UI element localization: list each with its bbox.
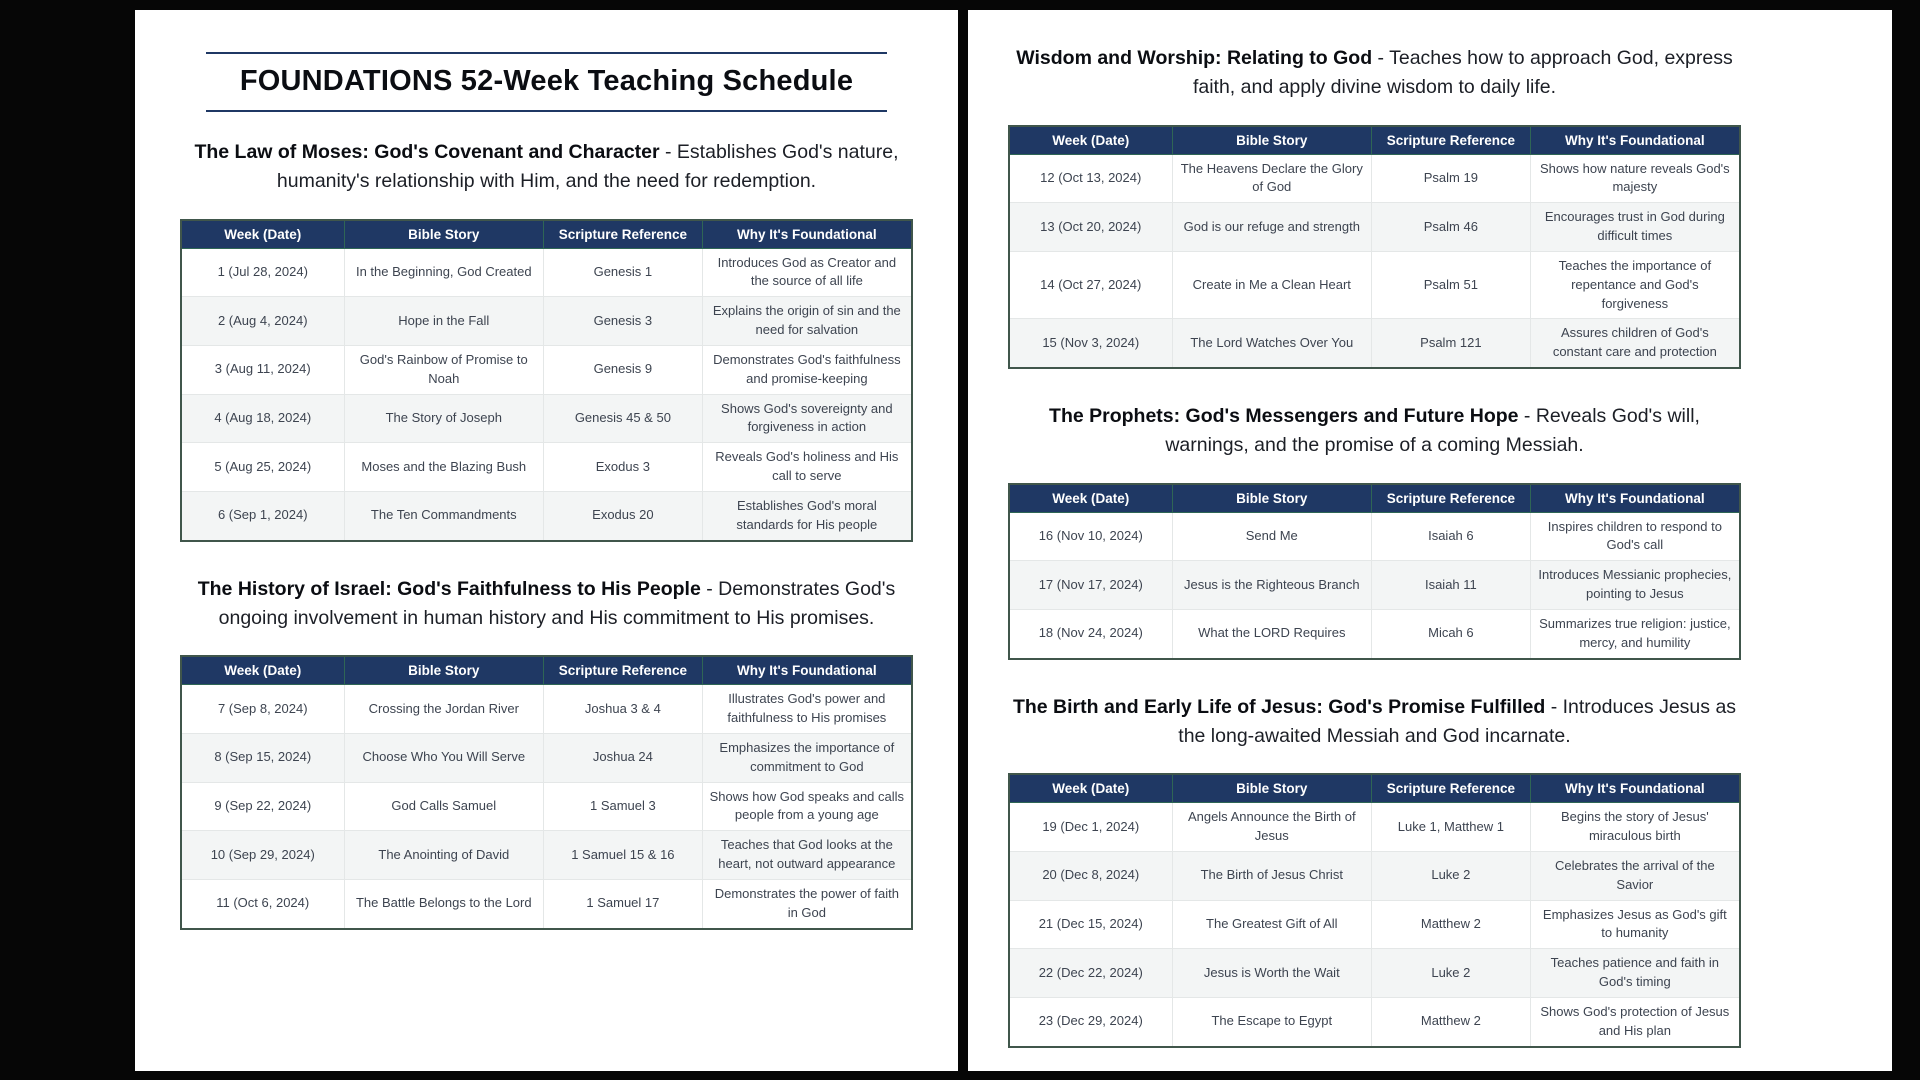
cell-why: Reveals God's holiness and His call to serve	[702, 443, 912, 492]
cell-ref: Psalm 51	[1372, 251, 1531, 319]
cell-why: Celebrates the arrival of the Savior	[1530, 851, 1740, 900]
cell-ref: Micah 6	[1372, 609, 1531, 658]
cell-story: Hope in the Fall	[344, 297, 544, 346]
table-row	[181, 297, 912, 346]
column-header-story: Bible Story	[1172, 484, 1372, 513]
column-header-why: Why It's Foundational	[702, 656, 912, 685]
page-2-sections	[1008, 44, 1741, 1048]
cell-why: Illustrates God's power and faithfulness to His promises	[702, 685, 912, 734]
column-header-story: Bible Story	[344, 220, 544, 249]
column-header-week: Week (Date)	[1009, 126, 1172, 155]
page-2-content	[968, 10, 1892, 1048]
section-heading	[1010, 402, 1739, 461]
column-header-ref: Scripture Reference	[544, 220, 703, 249]
cell-week: 3 (Aug 11, 2024)	[181, 345, 344, 394]
cell-story: God's Rainbow of Promise to Noah	[344, 345, 544, 394]
table-header-row	[1009, 126, 1740, 155]
cell-story: The Story of Joseph	[344, 394, 544, 443]
table-row	[1009, 512, 1740, 561]
cell-ref: Isaiah 11	[1372, 561, 1531, 610]
cell-story: Crossing the Jordan River	[344, 685, 544, 734]
cell-ref: Luke 1, Matthew 1	[1372, 803, 1531, 852]
cell-story: What the LORD Requires	[1172, 609, 1372, 658]
cell-week: 13 (Oct 20, 2024)	[1009, 203, 1172, 252]
cell-why: Teaches patience and faith in God's timing	[1530, 949, 1740, 998]
table-row	[1009, 900, 1740, 949]
column-header-why: Why It's Foundational	[1530, 126, 1740, 155]
cell-why: Teaches the importance of repentance and God's forgiveness	[1530, 251, 1740, 319]
cell-story: Create in Me a Clean Heart	[1172, 251, 1372, 319]
cell-story: Send Me	[1172, 512, 1372, 561]
table-row	[181, 733, 912, 782]
section-heading-description: - Demonstrates God's ongoing involvement in human history and His commitment to His promises.	[218, 577, 896, 629]
cell-ref: Genesis 1	[544, 248, 703, 297]
cell-why: Emphasizes Jesus as God's gift to humanity	[1530, 900, 1740, 949]
table-row	[181, 831, 912, 880]
cell-week: 20 (Dec 8, 2024)	[1009, 851, 1172, 900]
cell-why: Explains the origin of sin and the need for salvation	[702, 297, 912, 346]
cell-story: Jesus is Worth the Wait	[1172, 949, 1372, 998]
table-row	[181, 685, 912, 734]
cell-story: The Battle Belongs to the Lord	[344, 879, 544, 928]
column-header-ref: Scripture Reference	[544, 656, 703, 685]
cell-why: Assures children of God's constant care and protection	[1530, 319, 1740, 368]
column-header-ref: Scripture Reference	[1372, 126, 1531, 155]
cell-ref: 1 Samuel 3	[544, 782, 703, 831]
table-row	[1009, 154, 1740, 203]
cell-story: The Anointing of David	[344, 831, 544, 880]
page-2	[968, 10, 1892, 1071]
cell-week: 9 (Sep 22, 2024)	[181, 782, 344, 831]
cell-week: 8 (Sep 15, 2024)	[181, 733, 344, 782]
schedule-table	[1008, 483, 1741, 660]
cell-story: God Calls Samuel	[344, 782, 544, 831]
cell-why: Introduces God as Creator and the source of all life	[702, 248, 912, 297]
cell-why: Summarizes true religion: justice, mercy, and humility	[1530, 609, 1740, 658]
table-row	[1009, 851, 1740, 900]
cell-story: The Ten Commandments	[344, 491, 544, 540]
cell-story: Moses and the Blazing Bush	[344, 443, 544, 492]
section-heading-title: The Law of Moses: God's Covenant and Character	[194, 141, 660, 163]
section-heading-description: - Reveals God's will, warnings, and the promise of a coming Messiah.	[1165, 405, 1700, 457]
cell-story: Choose Who You Will Serve	[344, 733, 544, 782]
cell-ref: Genesis 3	[544, 297, 703, 346]
table-header-row	[181, 656, 912, 685]
document-title: FOUNDATIONS 52-Week Teaching Schedule	[206, 52, 887, 112]
cell-ref: Isaiah 6	[1372, 512, 1531, 561]
cell-story: The Greatest Gift of All	[1172, 900, 1372, 949]
table-row	[1009, 561, 1740, 610]
cell-why: Emphasizes the importance of commitment to God	[702, 733, 912, 782]
cell-week: 6 (Sep 1, 2024)	[181, 491, 344, 540]
section-heading-description: - Establishes God's nature, humanity's relationship with Him, and the need for redemption.	[276, 141, 899, 193]
column-header-story: Bible Story	[1172, 774, 1372, 803]
table-row	[181, 879, 912, 928]
section-heading-description: - Introduces Jesus as the long-awaited Messiah and God incarnate.	[1178, 695, 1737, 747]
column-header-ref: Scripture Reference	[1372, 484, 1531, 513]
cell-week: 15 (Nov 3, 2024)	[1009, 319, 1172, 368]
table-row	[181, 782, 912, 831]
cell-ref: Exodus 3	[544, 443, 703, 492]
cell-ref: Psalm 121	[1372, 319, 1531, 368]
cell-ref: Luke 2	[1372, 949, 1531, 998]
cell-story: The Heavens Declare the Glory of God	[1172, 154, 1372, 203]
table-row	[1009, 997, 1740, 1046]
cell-week: 23 (Dec 29, 2024)	[1009, 997, 1172, 1046]
cell-ref: 1 Samuel 17	[544, 879, 703, 928]
cell-week: 22 (Dec 22, 2024)	[1009, 949, 1172, 998]
cell-week: 12 (Oct 13, 2024)	[1009, 154, 1172, 203]
cell-why: Shows how God speaks and calls people from a young age	[702, 782, 912, 831]
schedule-section	[180, 138, 913, 542]
cell-ref: Joshua 3 & 4	[544, 685, 703, 734]
cell-ref: Genesis 9	[544, 345, 703, 394]
table-row	[1009, 319, 1740, 368]
cell-why: Teaches that God looks at the heart, not outward appearance	[702, 831, 912, 880]
cell-ref: Luke 2	[1372, 851, 1531, 900]
cell-why: Shows God's protection of Jesus and His plan	[1530, 997, 1740, 1046]
schedule-table	[180, 655, 913, 929]
table-row	[1009, 949, 1740, 998]
section-heading-title: The History of Israel: God's Faithfulness to His People	[197, 577, 701, 600]
page-1-content	[135, 10, 958, 930]
cell-ref: Exodus 20	[544, 491, 703, 540]
cell-why: Encourages trust in God during difficult times	[1530, 203, 1740, 252]
section-heading	[182, 575, 911, 634]
cell-story: Angels Announce the Birth of Jesus	[1172, 803, 1372, 852]
cell-week: 16 (Nov 10, 2024)	[1009, 512, 1172, 561]
table-row	[1009, 803, 1740, 852]
cell-week: 19 (Dec 1, 2024)	[1009, 803, 1172, 852]
cell-why: Introduces Messianic prophecies, pointing to Jesus	[1530, 561, 1740, 610]
section-heading-description: - Teaches how to approach God, express faith, and apply divine wisdom to daily life.	[1192, 47, 1733, 99]
table-row	[181, 491, 912, 540]
cell-ref: Psalm 19	[1372, 154, 1531, 203]
cell-ref: Matthew 2	[1372, 997, 1531, 1046]
section-heading	[182, 138, 911, 197]
document-title-block	[180, 52, 913, 112]
section-heading	[1010, 693, 1739, 752]
cell-ref: Joshua 24	[544, 733, 703, 782]
cell-why: Shows how nature reveals God's majesty	[1530, 154, 1740, 203]
cell-story: The Escape to Egypt	[1172, 997, 1372, 1046]
section-heading	[1010, 44, 1739, 103]
page-1-sections	[180, 138, 913, 930]
table-row	[181, 345, 912, 394]
table-row	[181, 443, 912, 492]
column-header-week: Week (Date)	[181, 656, 344, 685]
cell-week: 21 (Dec 15, 2024)	[1009, 900, 1172, 949]
table-row	[1009, 203, 1740, 252]
column-header-why: Why It's Foundational	[1530, 774, 1740, 803]
section-heading-title: The Birth and Early Life of Jesus: God's Promise Fulfilled	[1012, 695, 1546, 718]
cell-week: 18 (Nov 24, 2024)	[1009, 609, 1172, 658]
section-heading-title: The Prophets: God's Messengers and Future Hope	[1049, 405, 1519, 428]
schedule-table	[1008, 773, 1741, 1047]
column-header-story: Bible Story	[1172, 126, 1372, 155]
cell-story: God is our refuge and strength	[1172, 203, 1372, 252]
cell-story: The Birth of Jesus Christ	[1172, 851, 1372, 900]
schedule-section	[1008, 402, 1741, 660]
column-header-why: Why It's Foundational	[1530, 484, 1740, 513]
schedule-table	[180, 219, 913, 542]
table-header-row	[1009, 774, 1740, 803]
cell-week: 14 (Oct 27, 2024)	[1009, 251, 1172, 319]
cell-week: 17 (Nov 17, 2024)	[1009, 561, 1172, 610]
section-heading-title: Wisdom and Worship: Relating to God	[1016, 47, 1373, 69]
cell-why: Begins the story of Jesus' miraculous birth	[1530, 803, 1740, 852]
cell-week: 7 (Sep 8, 2024)	[181, 685, 344, 734]
column-header-why: Why It's Foundational	[702, 220, 912, 249]
cell-ref: Matthew 2	[1372, 900, 1531, 949]
cell-week: 11 (Oct 6, 2024)	[181, 879, 344, 928]
table-header-row	[181, 220, 912, 249]
cell-why: Demonstrates the power of faith in God	[702, 879, 912, 928]
schedule-section	[1008, 693, 1741, 1048]
page-1	[135, 10, 958, 1071]
column-header-ref: Scripture Reference	[1372, 774, 1531, 803]
schedule-section	[1008, 44, 1741, 369]
table-row	[181, 394, 912, 443]
cell-week: 2 (Aug 4, 2024)	[181, 297, 344, 346]
column-header-week: Week (Date)	[181, 220, 344, 249]
table-row	[1009, 251, 1740, 319]
cell-why: Demonstrates God's faithfulness and promise-keeping	[702, 345, 912, 394]
cell-week: 1 (Jul 28, 2024)	[181, 248, 344, 297]
column-header-week: Week (Date)	[1009, 484, 1172, 513]
cell-ref: Psalm 46	[1372, 203, 1531, 252]
cell-story: The Lord Watches Over You	[1172, 319, 1372, 368]
cell-why: Shows God's sovereignty and forgiveness in action	[702, 394, 912, 443]
cell-why: Establishes God's moral standards for His people	[702, 491, 912, 540]
table-header-row	[1009, 484, 1740, 513]
cell-ref: Genesis 45 & 50	[544, 394, 703, 443]
cell-ref: 1 Samuel 15 & 16	[544, 831, 703, 880]
cell-week: 4 (Aug 18, 2024)	[181, 394, 344, 443]
schedule-table	[1008, 125, 1741, 370]
cell-week: 10 (Sep 29, 2024)	[181, 831, 344, 880]
cell-story: Jesus is the Righteous Branch	[1172, 561, 1372, 610]
table-row	[181, 248, 912, 297]
cell-week: 5 (Aug 25, 2024)	[181, 443, 344, 492]
table-row	[1009, 609, 1740, 658]
column-header-story: Bible Story	[344, 656, 544, 685]
column-header-week: Week (Date)	[1009, 774, 1172, 803]
cell-why: Inspires children to respond to God's call	[1530, 512, 1740, 561]
cell-story: In the Beginning, God Created	[344, 248, 544, 297]
schedule-section	[180, 575, 913, 930]
